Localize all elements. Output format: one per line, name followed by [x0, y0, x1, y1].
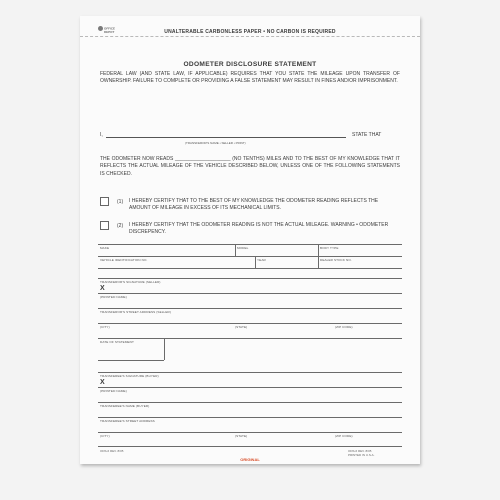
vehicle-grid-divider: [235, 244, 236, 256]
transferor-name-line[interactable]: [106, 137, 346, 138]
vehicle-grid-divider: [318, 244, 319, 268]
form-title: ODOMETER DISCLOSURE STATEMENT: [183, 61, 317, 68]
make-field[interactable]: MAKE: [100, 246, 110, 250]
seller-signature-label: TRANSFEROR'S SIGNATURE (SELLER): [100, 280, 161, 284]
perforation-line: [80, 36, 420, 37]
buyer-printed-name-label[interactable]: (PRINTED NAME): [100, 389, 127, 393]
statement-lead: I,: [100, 132, 103, 138]
logo-line-1: OFFICE: [104, 26, 115, 31]
certification-1-text: I HEREBY CERTIFY THAT TO THE BEST OF MY KNOWLEDGE THE ODOMETER READING REFLECTS THE AMOUNT OF MILEAGE IN EXCESS OF ITS MECHANICAL LIMITS.: [129, 198, 379, 211]
year-field[interactable]: YEAR: [257, 258, 266, 262]
seller-address-line: [98, 323, 402, 324]
vehicle-grid-mid: [98, 256, 402, 257]
odometer-form: [80, 16, 420, 464]
buyer-section-top: [98, 372, 402, 373]
vehicle-grid-divider: [255, 256, 256, 268]
certification-2-number: (2): [117, 223, 124, 229]
seller-signature-x: X: [100, 285, 105, 292]
certification-2-checkbox[interactable]: [100, 221, 109, 230]
carbonless-note: UNALTERABLE CARBONLESS PAPER • NO CARBON IS REQUIRED: [164, 29, 336, 35]
certification-2-text: I HEREBY CERTIFY THAT THE ODOMETER READING IS NOT THE ACTUAL MILEAGE. WARNING • ODOMETER DISCREPENCY.: [129, 222, 389, 235]
buyer-signature-label: TRANSFEREE'S SIGNATURE (BUYER): [100, 374, 159, 378]
printed-in-label: PRINTED IN U.S.A.: [348, 453, 375, 457]
buyer-signature-line[interactable]: [98, 387, 402, 388]
form-number-left: ODS-6 REV. 8/05: [100, 449, 124, 453]
buyer-city-line: [98, 446, 402, 447]
seller-state-label[interactable]: (STATE): [235, 325, 248, 329]
buyer-city-label[interactable]: (CITY): [100, 434, 110, 438]
buyer-signature-x: X: [100, 379, 105, 386]
form-number-right: [348, 449, 375, 457]
model-field[interactable]: MODEL: [237, 246, 249, 250]
transferor-name-sublabel: (TRANSFEROR'S NAME • SELLER • PRINT): [185, 141, 246, 145]
vehicle-grid-top: [98, 244, 402, 245]
certification-1-number: (1): [117, 199, 124, 205]
seller-city-label[interactable]: (CITY): [100, 325, 110, 329]
copy-label: ORIGINAL: [240, 457, 260, 462]
buyer-address-line: [98, 432, 402, 433]
dealer-stock-field[interactable]: DEALER STOCK NO.: [320, 258, 352, 262]
date-box-divider: [164, 338, 165, 360]
vehicle-grid-bottom: [98, 268, 402, 269]
date-box-bottom: [98, 360, 164, 361]
buyer-name-label[interactable]: TRANSFEREE'S NAME (BUYER): [100, 404, 150, 408]
seller-zip-label[interactable]: (ZIP CODE): [335, 325, 353, 329]
form-number-right-top: ODS-6 REV. 8/05: [348, 449, 372, 453]
vin-field[interactable]: VEHICLE IDENTIFICATION NO.: [100, 258, 148, 262]
statement-tail: STATE THAT: [352, 132, 382, 138]
seller-section-top: [98, 278, 402, 279]
odometer-reading-paragraph: THE ODOMETER NOW READS ____________________ (NO TENTHS) MILES AND TO THE BEST OF MY KNOWLEDGE THAT IT REFLECTS THE ACTUAL MILEAGE OF THE VEHICLE DESCRIBED BELOW, UNLESS ONE OF THE FOLLOWING STATEMENTS IS CHECKED.: [100, 156, 400, 177]
seller-printed-name-label[interactable]: (PRINTED NAME): [100, 295, 127, 299]
certification-1-checkbox[interactable]: [100, 197, 109, 206]
logo-line-2: DEPOT: [104, 30, 115, 34]
buyer-state-label[interactable]: (STATE): [235, 434, 248, 438]
buyer-address-label[interactable]: TRANSFEREE'S STREET ADDRESS: [100, 419, 155, 423]
seller-city-line: [98, 338, 402, 339]
buyer-printed-name-line: [98, 402, 402, 403]
seller-signature-line[interactable]: [98, 293, 402, 294]
seller-name-line: [98, 308, 402, 309]
date-of-statement-label[interactable]: DATE OF STATEMENT: [100, 340, 135, 344]
seller-address-label[interactable]: TRANSFEROR'S STREET ADDRESS (SELLER): [100, 310, 172, 314]
buyer-zip-label[interactable]: (ZIP CODE): [335, 434, 353, 438]
buyer-name-line: [98, 417, 402, 418]
intro-paragraph: FEDERAL LAW (AND STATE LAW, IF APPLICABLE) REQUIRES THAT YOU STATE THE MILEAGE UPON TRANSFER OF OWNERSHIP. FAILURE TO COMPLETE OR PROVIDING A FALSE STATEMENT MAY RESULT IN FINES AND/OR IMPRISONMENT.: [100, 71, 400, 85]
body-type-field[interactable]: BODY TYPE: [320, 246, 339, 250]
